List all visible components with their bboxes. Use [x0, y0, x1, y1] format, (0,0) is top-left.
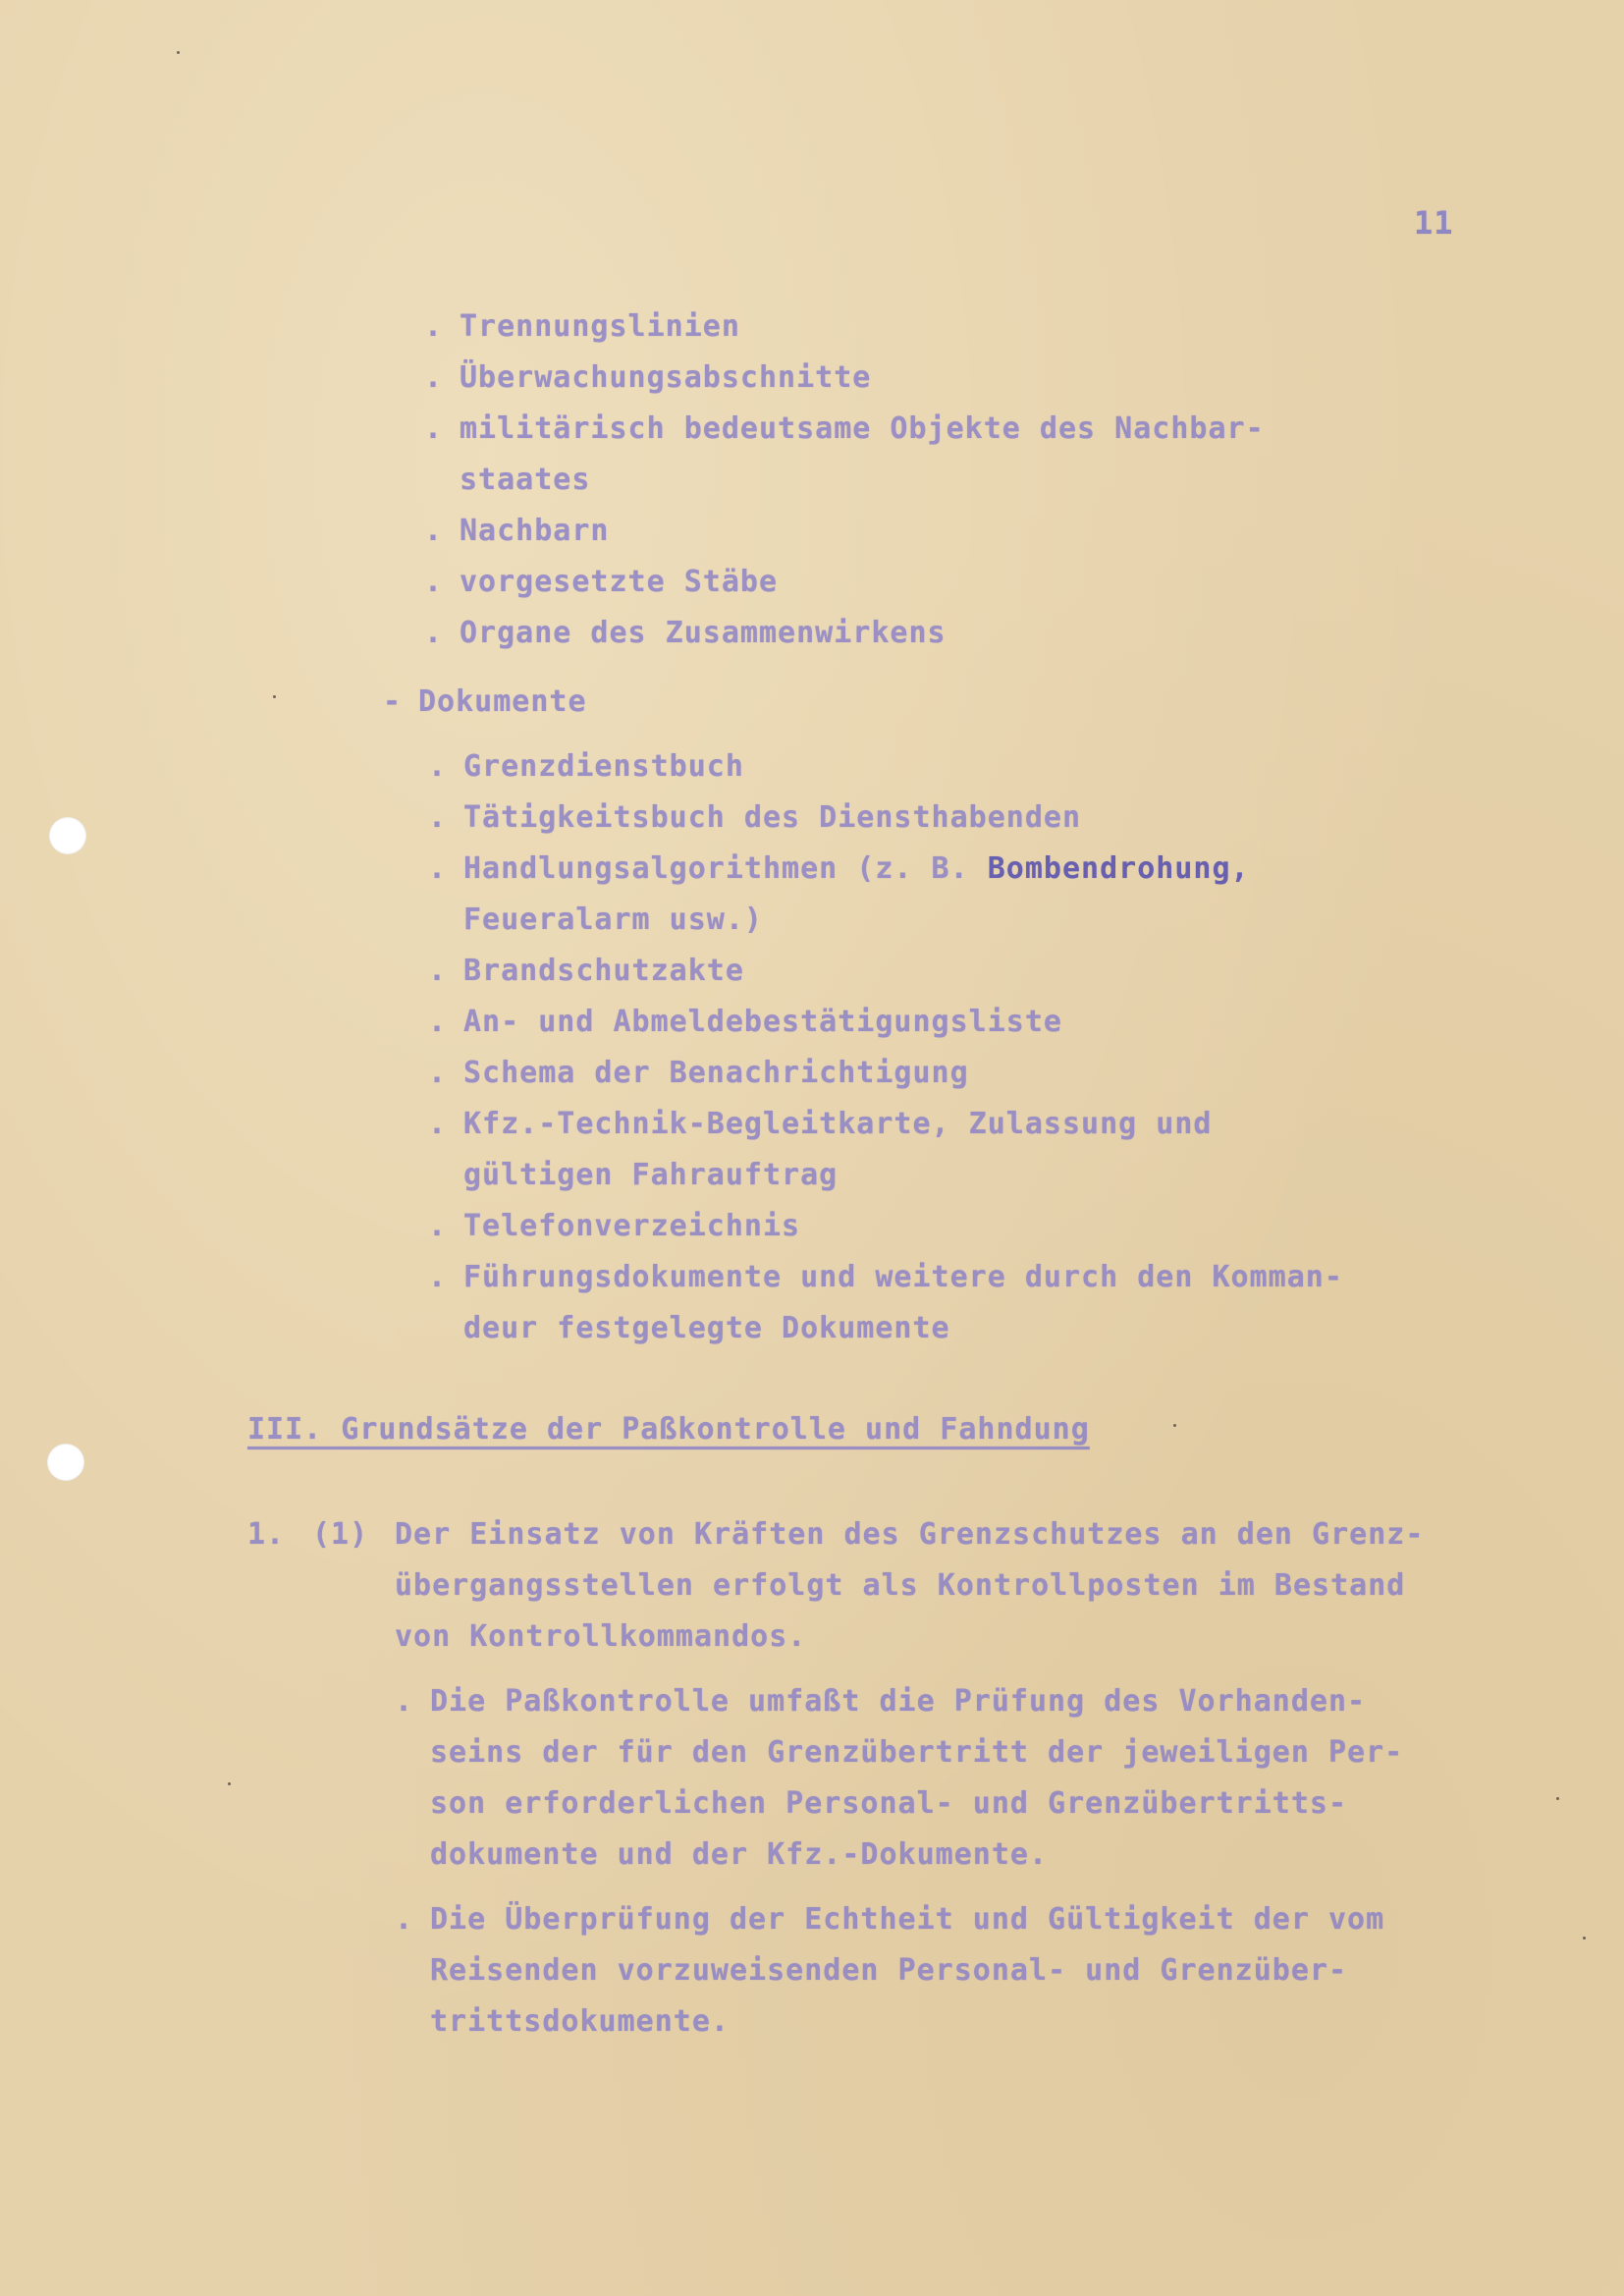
- list-item: . Trennungslinien: [424, 309, 740, 344]
- emphasized-word: Bombendrohung,: [987, 851, 1250, 886]
- list-item: . Schema der Benachrichtigung: [428, 1056, 969, 1090]
- paper-speck: [228, 1782, 231, 1785]
- paper-speck: [273, 695, 276, 698]
- punch-hole-upper: [49, 817, 86, 854]
- list-item-continuation: gültigen Fahrauftrag: [463, 1158, 839, 1192]
- list-item-continuation: staates: [460, 463, 591, 497]
- list-item: . An- und Abmeldebestätigungsliste: [428, 1005, 1062, 1039]
- paragraph-number: 1.: [247, 1517, 286, 1552]
- list-item-continuation: dokumente und der Kfz.-Dokumente.: [430, 1837, 1049, 1872]
- list-item: . Grenzdienstbuch: [428, 749, 744, 784]
- list-item: . vorgesetzte Stäbe: [424, 565, 779, 599]
- punch-hole-lower: [47, 1444, 84, 1481]
- list-item: . Brandschutzakte: [428, 954, 744, 988]
- page-number: 11: [1414, 204, 1454, 242]
- list-item-continuation: Reisenden vorzuweisenden Personal- und Grenzüber-: [430, 1953, 1348, 1988]
- paper-speck: [1173, 1424, 1176, 1427]
- list-item: . Führungsdokumente und weitere durch den Komman-: [428, 1260, 1343, 1294]
- list-item: . Handlungsalgorithmen (z. B. Bombendrohung,: [428, 851, 1250, 886]
- list-item-continuation: deur festgelegte Dokumente: [463, 1311, 950, 1345]
- list-item-continuation: Feueralarm usw.): [463, 902, 763, 937]
- list-item-continuation: trittsdokumente.: [430, 2004, 730, 2039]
- section-heading: III. Grundsätze der Paßkontrolle und Fahndung: [247, 1412, 1090, 1447]
- list-item: . Überwachungsabschnitte: [424, 360, 872, 395]
- section-label-dokumente: - Dokumente: [383, 684, 587, 719]
- list-item: . Tätigkeitsbuch des Diensthabenden: [428, 800, 1082, 835]
- paragraph-line: Der Einsatz von Kräften des Grenzschutzes an den Grenz-: [395, 1517, 1425, 1552]
- paragraph-subnumber: (1): [312, 1517, 369, 1552]
- list-item: . militärisch bedeutsame Objekte des Nachbar-: [424, 411, 1265, 446]
- list-item-continuation: seins der für den Grenzübertritt der jeweiligen Per-: [430, 1735, 1404, 1770]
- list-item: . Telefonverzeichnis: [428, 1209, 801, 1243]
- paper-speck: [1556, 1797, 1559, 1800]
- list-item: . Die Überprüfung der Echtheit und Gültigkeit der vom: [395, 1902, 1385, 1937]
- list-item: . Die Paßkontrolle umfaßt die Prüfung des Vorhanden-: [395, 1684, 1367, 1719]
- list-item: . Nachbarn: [424, 514, 610, 548]
- list-item: . Organe des Zusammenwirkens: [424, 616, 947, 650]
- paper-speck: [177, 51, 180, 54]
- list-item: . Kfz.-Technik-Begleitkarte, Zulassung und: [428, 1107, 1213, 1141]
- paragraph-line: von Kontrollkommandos.: [395, 1619, 807, 1654]
- list-item-continuation: son erforderlichen Personal- und Grenzübertritts-: [430, 1786, 1348, 1821]
- paper-speck: [1583, 1937, 1586, 1940]
- paragraph-line: übergangsstellen erfolgt als Kontrollposten im Bestand: [395, 1568, 1406, 1603]
